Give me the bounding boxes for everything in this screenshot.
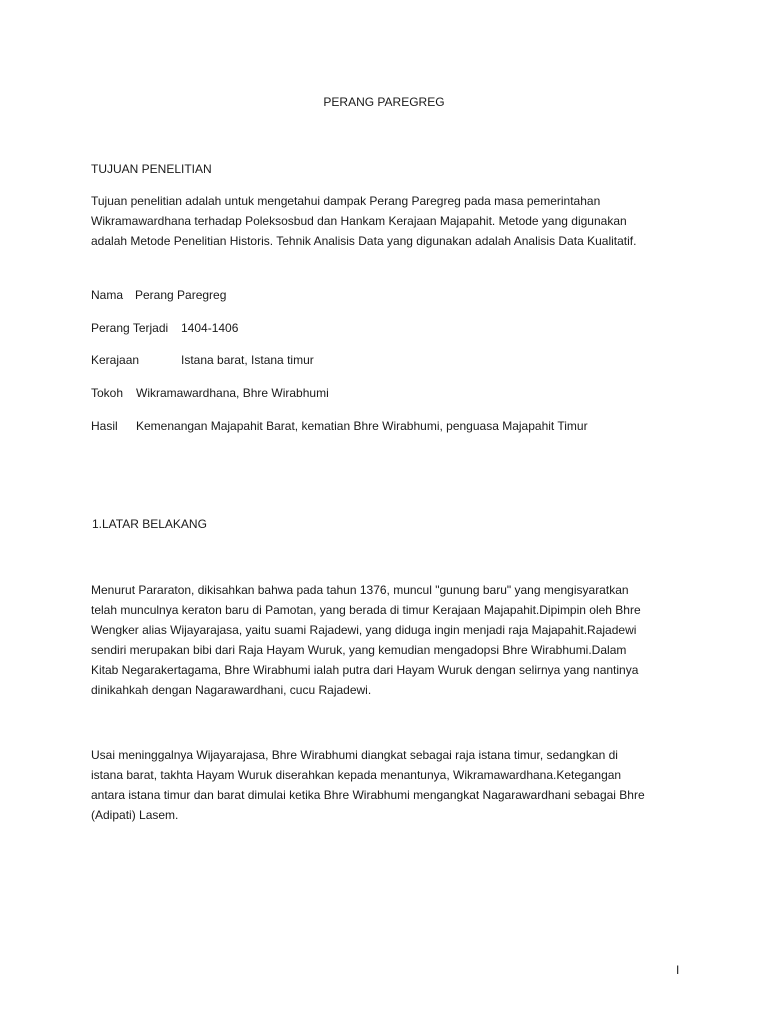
info-row-kerajaan: [91, 350, 314, 370]
section-heading-latar-belakang: 1.LATAR BELAKANG: [92, 517, 207, 531]
info-label: Tokoh: [91, 386, 124, 400]
paragraph-line: istana barat, takhta Hayam Wuruk diserahkan kepada menantunya, Wikramawardhana.Ketegangan: [91, 768, 622, 782]
paragraph-line: adalah Metode Penelitian Historis. Tehnik Analisis Data yang digunakan adalah Analisis Data Kualitatif.: [91, 234, 637, 248]
purpose-paragraph: [91, 191, 691, 251]
paragraph-line: telah munculnya keraton baru di Pamotan, yang berada di timur Kerajaan Majapahit.Dipimpin oleh Bhre: [91, 603, 641, 617]
document-title: PERANG PAREGREG: [323, 95, 445, 109]
purpose-heading: TUJUAN PENELITIAN: [91, 162, 212, 176]
paragraph-line: antara istana timur dan barat dimulai ketika Bhre Wirabhumi mengangkat Nagarawardhani sebagai Bhre: [91, 788, 645, 802]
info-row-nama: [91, 285, 227, 305]
info-value: 1404-1406: [181, 321, 239, 335]
background-paragraph-1: [91, 580, 691, 700]
info-label: Hasil: [91, 419, 118, 433]
info-row-hasil: [91, 416, 588, 436]
info-value: Wikramawardhana, Bhre Wirabhumi: [136, 386, 329, 400]
info-value: Istana barat, Istana timur: [181, 353, 314, 367]
paragraph-line: sendiri merupakan bibi dari Raja Hayam Wuruk, yang kemudian mengadopsi Bhre Wirabhumi.Dalam: [91, 643, 627, 657]
info-label: Nama: [91, 288, 124, 302]
info-row-perang-terjadi: [91, 318, 239, 338]
paragraph-line: Wengker alias Wijayarajasa, yaitu suami Rajadewi, yang diduga ingin menjadi raja Majapahit.Rajadewi: [91, 623, 637, 637]
paragraph-line: dinikahkah dengan Nagarawardhani, cucu Rajadewi.: [91, 683, 372, 697]
paragraph-line: Usai meninggalnya Wijayarajasa, Bhre Wirabhumi diangkat sebagai raja istana timur, sedangkan di: [91, 748, 618, 762]
info-row-tokoh: [91, 383, 329, 403]
info-value: Perang Paregreg: [135, 288, 227, 302]
background-paragraph-2: [91, 745, 691, 825]
paragraph-line: Wikramawardhana terhadap Poleksosbud dan Hankam Kerajaan Majapahit. Metode yang digunakan: [91, 214, 627, 228]
paragraph-line: Tujuan penelitian adalah untuk mengetahui dampak Perang Paregreg pada masa pemerintahan: [91, 194, 601, 208]
page-number: I: [676, 963, 680, 977]
paragraph-line: (Adipati) Lasem.: [91, 808, 179, 822]
paragraph-line: Kitab Negarakertagama, Bhre Wirabhumi ialah putra dari Hayam Wuruk dengan selirnya yang nantinya: [91, 663, 639, 677]
paragraph-line: Menurut Pararaton, dikisahkan bahwa pada tahun 1376, muncul "gunung baru" yang mengisyaratkan: [91, 583, 629, 597]
info-label: Perang Terjadi: [91, 321, 169, 335]
info-value: Kemenangan Majapahit Barat, kematian Bhre Wirabhumi, penguasa Majapahit Timur: [136, 419, 588, 433]
info-label: Kerajaan: [91, 353, 140, 367]
